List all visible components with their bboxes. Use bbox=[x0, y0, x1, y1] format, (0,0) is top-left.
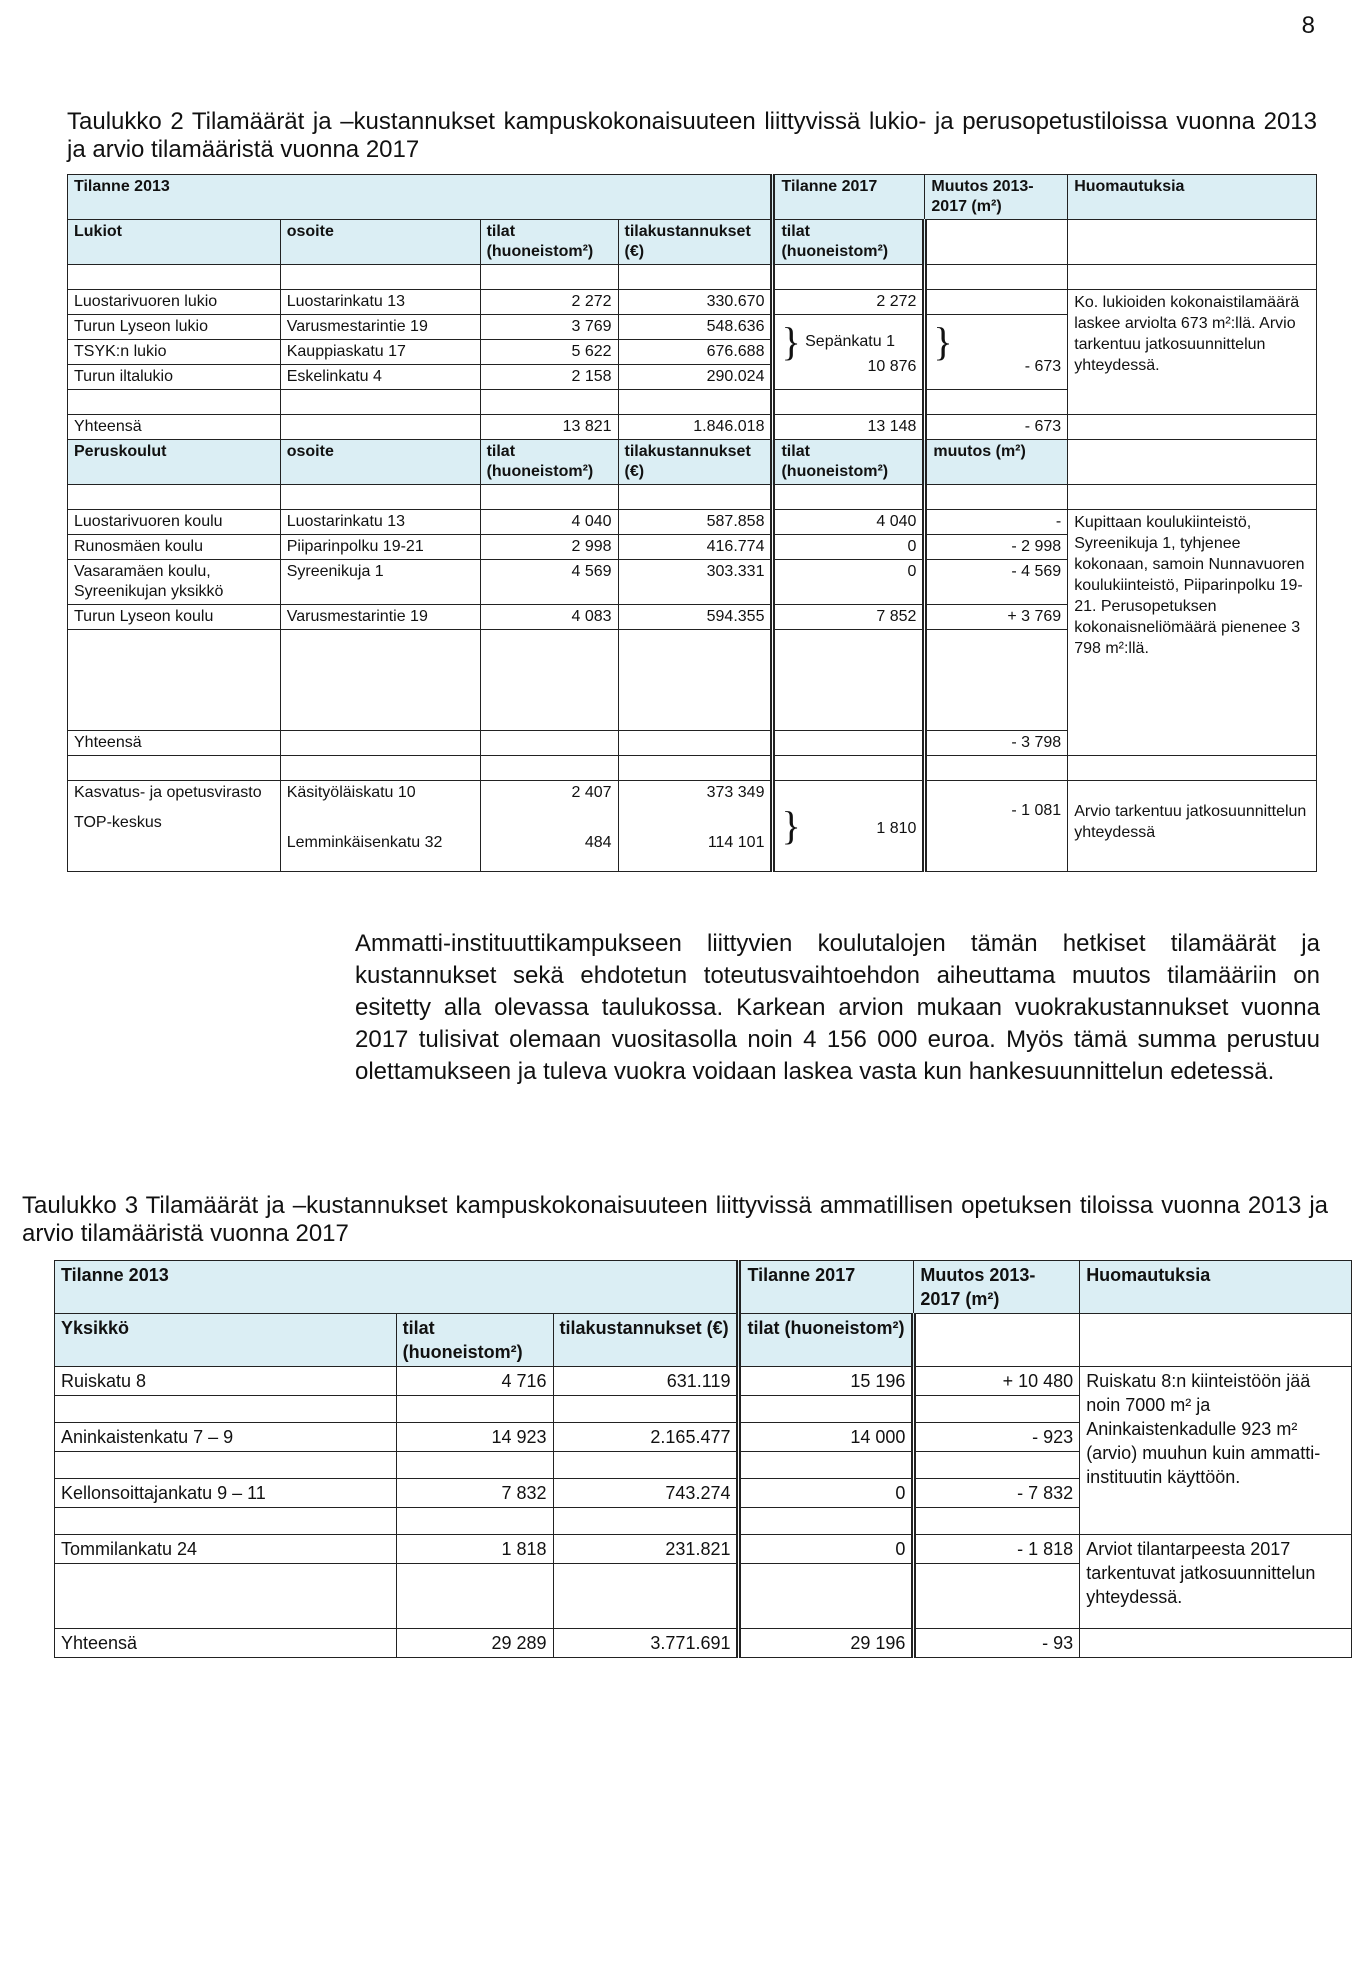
brace-icon: } bbox=[781, 319, 801, 364]
cell-name: Ruiskatu 8 bbox=[55, 1367, 397, 1396]
table-row bbox=[55, 1535, 1352, 1564]
total-label: Yhteensä bbox=[68, 415, 281, 440]
cell-kust: 587.858 bbox=[618, 510, 773, 535]
kasvatus-kust-cell bbox=[618, 781, 773, 872]
cell-change: - 7 832 bbox=[914, 1479, 1080, 1508]
cell-name: Luostarivuoren lukio bbox=[68, 290, 281, 315]
kasvatus-name-cell bbox=[68, 781, 281, 872]
total-change: - 93 bbox=[914, 1629, 1080, 1658]
cell-addr: Syreenikuja 1 bbox=[280, 560, 480, 605]
total-kust: 3.771.691 bbox=[553, 1629, 739, 1658]
cell-tilat: 5 622 bbox=[480, 340, 618, 365]
cell-addr: Luostarinkatu 13 bbox=[280, 290, 480, 315]
cell-t17: 2 272 bbox=[773, 290, 925, 315]
total-tilat: 29 289 bbox=[396, 1629, 553, 1658]
total-kust: 1.846.018 bbox=[618, 415, 773, 440]
cell-name: Luostarivuoren koulu bbox=[68, 510, 281, 535]
t3-note-2: Arviot tilantarpeesta 2017 tarkentuvat jatkosuunnittelun yhteydessä. bbox=[1080, 1535, 1352, 1629]
cell-t17: 4 040 bbox=[773, 510, 925, 535]
t2-header-peruskoulut: Peruskoulut bbox=[68, 440, 281, 485]
t3-note-1: Ruiskatu 8:n kiinteistöön jää noin 7000 m² ja Aninkaistenkadulle 923 m² (arvio) muuhun kuin ammatti-instituutin käyttöön. bbox=[1080, 1367, 1352, 1535]
t3-header-huom: Huomautuksia bbox=[1080, 1261, 1352, 1314]
t3-total-row bbox=[55, 1629, 1352, 1658]
cell-kust: 676.688 bbox=[618, 340, 773, 365]
lukiot-total-row bbox=[68, 415, 1317, 440]
sepankatu-label: Sepänkatu 1 bbox=[805, 333, 895, 351]
kasvatus-tilat-cell bbox=[480, 781, 618, 872]
cell-kust: 2.165.477 bbox=[553, 1423, 739, 1452]
cell-addr: Varusmestarintie 19 bbox=[280, 315, 480, 340]
table2-caption: Taulukko 2 Tilamäärät ja –kustannukset kampuskokonaisuuteen liittyvissä lukio- ja perusopetustiloissa vuonna 2013 ja arvio tilamääristä vuonna 2017 bbox=[67, 108, 1317, 163]
cell-tilat: 2 272 bbox=[480, 290, 618, 315]
cell-tilat: 4 716 bbox=[396, 1367, 553, 1396]
cell-change: - 2 998 bbox=[925, 535, 1068, 560]
cell-t17: 0 bbox=[773, 535, 925, 560]
t3-header-tilat: tilat (huoneistom²) bbox=[396, 1314, 553, 1367]
top-tilat: 484 bbox=[584, 834, 612, 851]
t2-header-2017: Tilanne 2017 bbox=[773, 175, 925, 220]
cell-addr: Eskelinkatu 4 bbox=[280, 365, 480, 390]
page-number: 8 bbox=[1301, 12, 1315, 39]
t2-header-lukiot: Lukiot bbox=[68, 220, 281, 265]
cell-name: Turun Lyseon koulu bbox=[68, 605, 281, 630]
t2-header-tilat: tilat (huoneistom²) bbox=[480, 220, 618, 265]
cell-change: - bbox=[925, 510, 1068, 535]
cell-t17: 0 bbox=[773, 560, 925, 605]
sepankatu-change: - 673 bbox=[1024, 358, 1062, 375]
cell-change: - 923 bbox=[914, 1423, 1080, 1452]
table3-caption: Taulukko 3 Tilamäärät ja –kustannukset kampuskokonaisuuteen liittyvissä ammatillisen opetuksen tiloissa vuonna 2013 ja arvio tilamääristä vuonna 2017 bbox=[22, 1192, 1328, 1247]
table3 bbox=[54, 1260, 1352, 1658]
cell-kust: 303.331 bbox=[618, 560, 773, 605]
brace-icon: } bbox=[781, 803, 801, 848]
cell-name: Turun iltalukio bbox=[68, 365, 281, 390]
t2-header-huom: Huomautuksia bbox=[1068, 175, 1317, 220]
kasvatus-note: Arvio tarkentuu jatkosuunnittelun yhteydessä bbox=[1068, 781, 1317, 872]
cell-tilat: 7 832 bbox=[396, 1479, 553, 1508]
t2-header-osoite: osoite bbox=[280, 220, 480, 265]
t3-header-yksikko: Yksikkö bbox=[55, 1314, 397, 1367]
sepankatu-total: 10 876 bbox=[867, 358, 917, 375]
kasvatus-name: Kasvatus- ja opetusvirasto bbox=[74, 784, 262, 801]
kasvatus-row bbox=[68, 781, 1317, 872]
cell-name: Tommilankatu 24 bbox=[55, 1535, 397, 1564]
total-change: - 673 bbox=[925, 415, 1068, 440]
kasvatus-addr-cell bbox=[280, 781, 480, 872]
cell-addr: Kauppiaskatu 17 bbox=[280, 340, 480, 365]
lukiot-note: Ko. lukioiden kokonaistilamäärä laskee arviolta 673 m²:llä. Arvio tarkentuu jatkosuunnittelun yhteydessä. bbox=[1068, 290, 1317, 415]
cell-t17: 14 000 bbox=[739, 1423, 914, 1452]
total-tilat: 13 821 bbox=[480, 415, 618, 440]
cell-change: - 1 818 bbox=[914, 1535, 1080, 1564]
cell-tilat: 4 083 bbox=[480, 605, 618, 630]
peruskoulut-note: Kupittaan koulukiinteistö, Syreenikuja 1, tyhjenee kokonaan, samoin Nunnavuoren koulukiinteistö, Piiparinpolku 19-21. Perusopetuksen kokonaisneliömäärä pienenee 3 798 m²:llä. bbox=[1068, 510, 1317, 756]
table-row bbox=[68, 510, 1317, 535]
t2-header-tilat17: tilat (huoneistom²) bbox=[773, 220, 925, 265]
cell-name: Kellonsoittajankatu 9 – 11 bbox=[55, 1479, 397, 1508]
cell-tilat: 14 923 bbox=[396, 1423, 553, 1452]
cell-t17: 0 bbox=[739, 1479, 914, 1508]
total-t17: 29 196 bbox=[739, 1629, 914, 1658]
t2-header-tilat17-2: tilat (huoneistom²) bbox=[773, 440, 925, 485]
table-row bbox=[68, 290, 1317, 315]
cell-change: - 4 569 bbox=[925, 560, 1068, 605]
cell-kust: 231.821 bbox=[553, 1535, 739, 1564]
t3-header-muutos: Muutos 2013-2017 (m²) bbox=[914, 1261, 1080, 1314]
cell-name: Runosmäen koulu bbox=[68, 535, 281, 560]
cell-kust: 330.670 bbox=[618, 290, 773, 315]
t3-header-kust: tilakustannukset (€) bbox=[553, 1314, 739, 1367]
cell-addr: Piiparinpolku 19-21 bbox=[280, 535, 480, 560]
cell-t17: 0 bbox=[739, 1535, 914, 1564]
cell-kust: 743.274 bbox=[553, 1479, 739, 1508]
t2-header-kust: tilakustannukset (€) bbox=[618, 220, 773, 265]
cell-tilat: 3 769 bbox=[480, 315, 618, 340]
cell-addr: Luostarinkatu 13 bbox=[280, 510, 480, 535]
cell-tilat: 4 569 bbox=[480, 560, 618, 605]
sepankatu-change-cell bbox=[925, 315, 1068, 390]
kasvatus-addr: Käsityöläiskatu 10 bbox=[286, 784, 416, 801]
kasvatus-t17: 1 810 bbox=[876, 820, 917, 837]
kasvatus-t17-cell bbox=[773, 781, 925, 872]
cell-name: Turun Lyseon lukio bbox=[68, 315, 281, 340]
t2-header-tilat2: tilat (huoneistom²) bbox=[480, 440, 618, 485]
cell-name: Vasaramäen koulu, Syreenikujan yksikkö bbox=[68, 560, 281, 605]
body-paragraph: Ammatti-instituuttikampukseen liittyvien koulutalojen tämän hetkiset tilamäärät ja kustannukset sekä ehdotetun toteutusvaihtoehdon aiheuttama muutos tilamääriin on esitetty alla olevassa taulukossa. Karkean arvion mukaan vuokrakustannukset vuonna 2017 tulisivat olemaan vuositasolla noin 4 156 000 euroa. Myös tämä summa perustuu olettamukseen ja tuleva vuokra voidaan laskea vasta kun hankesuunnittelun edetessä. bbox=[355, 930, 1320, 1085]
cell-kust: 416.774 bbox=[618, 535, 773, 560]
top-name: TOP-keskus bbox=[74, 814, 162, 831]
cell-kust: 548.636 bbox=[618, 315, 773, 340]
t3-header-2013: Tilanne 2013 bbox=[55, 1261, 739, 1314]
t2-header-muutos: Muutos 2013-2017 (m²) bbox=[925, 175, 1068, 220]
t2-header-muutos2: muutos (m²) bbox=[925, 440, 1068, 485]
t2-header-2013: Tilanne 2013 bbox=[68, 175, 773, 220]
kasvatus-change: - 1 081 bbox=[925, 781, 1068, 872]
cell-change: + 10 480 bbox=[914, 1367, 1080, 1396]
t2-header-osoite2: osoite bbox=[280, 440, 480, 485]
cell-addr: Varusmestarintie 19 bbox=[280, 605, 480, 630]
total-change: - 3 798 bbox=[925, 731, 1068, 756]
brace-icon: } bbox=[933, 319, 953, 364]
cell-name: Aninkaistenkatu 7 – 9 bbox=[55, 1423, 397, 1452]
total-t17: 13 148 bbox=[773, 415, 925, 440]
kasvatus-kust: 373 349 bbox=[706, 784, 765, 801]
cell-kust: 631.119 bbox=[553, 1367, 739, 1396]
t3-header-2017: Tilanne 2017 bbox=[739, 1261, 914, 1314]
total-label: Yhteensä bbox=[68, 731, 281, 756]
cell-tilat: 2 998 bbox=[480, 535, 618, 560]
cell-kust: 290.024 bbox=[618, 365, 773, 390]
top-addr: Lemminkäisenkatu 32 bbox=[286, 834, 443, 851]
cell-t17: 7 852 bbox=[773, 605, 925, 630]
top-kust: 114 101 bbox=[707, 834, 765, 851]
cell-tilat: 2 158 bbox=[480, 365, 618, 390]
t2-header-kust2: tilakustannukset (€) bbox=[618, 440, 773, 485]
cell-kust: 594.355 bbox=[618, 605, 773, 630]
t3-header-tilat17: tilat (huoneistom²) bbox=[739, 1314, 914, 1367]
table2 bbox=[67, 174, 1317, 872]
cell-name: TSYK:n lukio bbox=[68, 340, 281, 365]
table-row bbox=[55, 1367, 1352, 1396]
cell-tilat: 4 040 bbox=[480, 510, 618, 535]
cell-tilat: 1 818 bbox=[396, 1535, 553, 1564]
total-label: Yhteensä bbox=[55, 1629, 397, 1658]
cell-change: + 3 769 bbox=[925, 605, 1068, 630]
sepankatu-cell bbox=[773, 315, 925, 390]
cell-t17: 15 196 bbox=[739, 1367, 914, 1396]
kasvatus-tilat: 2 407 bbox=[571, 784, 612, 801]
